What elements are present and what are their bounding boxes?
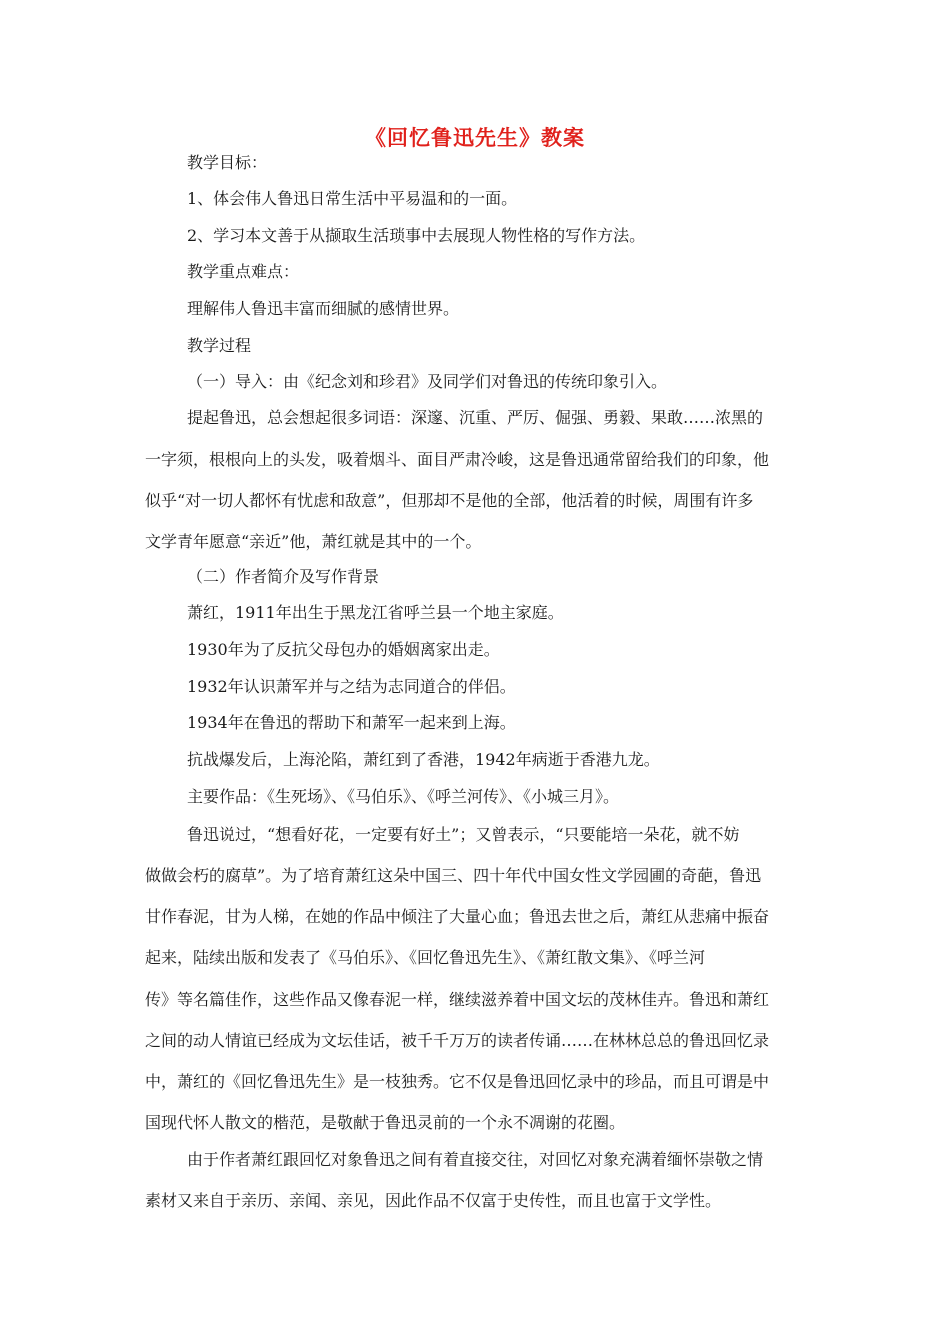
bio-line: 1930年为了反抗父母包办的婚姻离家出走。 (187, 640, 500, 659)
step-2-heading: （二）作者简介及写作背景 (187, 567, 380, 586)
paragraph-line: 鲁迅说过，“想看好花，一定要有好土”；又曾表示，“只要能培一朵花，就不妨 (187, 825, 740, 844)
key-point-text: 理解伟人鲁迅丰富而细腻的感情世界。 (187, 299, 460, 318)
paragraph-line: 一字须，根根向上的头发，吸着烟斗、面目严肃冷峻，这是鲁迅通常留给我们的印象，他 (145, 450, 770, 469)
works-line: 主要作品：《生死场》、《马伯乐》、《呼兰河传》、《小城三月》。 (187, 787, 620, 806)
paragraph-line: 之间的动人情谊已经成为文坛佳话，被千千万万的读者传诵……在林林总总的鲁迅回忆录 (145, 1031, 770, 1050)
bio-line: 1934年在鲁迅的帮助下和萧军一起来到上海。 (187, 713, 516, 732)
paragraph-line: 提起鲁迅，总会想起很多词语：深邃、沉重、严厉、倔强、勇毅、果敢……浓黑的 (187, 408, 764, 427)
paragraph-line: 国现代怀人散文的楷范，是敬献于鲁迅灵前的一个永不凋谢的花圈。 (145, 1113, 626, 1132)
paragraph-line: 起来，陆续出版和发表了《马伯乐》、《回忆鲁迅先生》、《萧红散文集》、《呼兰河 (145, 948, 706, 967)
step-1-heading: （一）导入：由《纪念刘和珍君》及同学们对鲁迅的传统印象引入。 (187, 372, 668, 391)
section-heading-key-points: 教学重点难点： (187, 262, 300, 281)
paragraph-line: 甘作春泥，甘为人梯，在她的作品中倾注了大量心血；鲁迅去世之后，萧红从悲痛中振奋 (145, 907, 770, 926)
paragraph-line: 由于作者萧红跟回忆对象鲁迅之间有着直接交往，对回忆对象充满着缅怀崇敬之情 (187, 1150, 764, 1169)
paragraph-line: 传》等名篇佳作，这些作品又像春泥一样，继续滋养着中国文坛的茂林佳卉。鲁迅和萧红 (145, 990, 770, 1009)
section-heading-objectives: 教学目标： (187, 153, 268, 172)
section-heading-process: 教学过程 (187, 336, 252, 355)
bio-line: 1932年认识萧军并与之结为志同道合的伴侣。 (187, 677, 516, 696)
bio-line: 萧红，1911年出生于黑龙江省呼兰县一个地主家庭。 (187, 603, 564, 622)
paragraph-line: 做做会朽的腐草”。为了培育萧红这朵中国三、四十年代中国女性文学园圃的奇葩，鲁迅 (145, 866, 762, 885)
paragraph-line: 中，萧红的《回忆鲁迅先生》是一枝独秀。它不仅是鲁迅回忆录中的珍品，而且可谓是中 (145, 1072, 770, 1091)
objective-2: 2、学习本文善于从撷取生活琐事中去展现人物性格的写作方法。 (187, 226, 646, 245)
paragraph-line: 似乎“对一切人都怀有忧虑和敌意”，但那却不是他的全部，他活着的时候，周围有许多 (145, 491, 754, 510)
objective-1: 1、体会伟人鲁迅日常生活中平易温和的一面。 (187, 189, 518, 208)
bio-line: 抗战爆发后，上海沦陷，萧红到了香港，1942年病逝于香港九龙。 (187, 750, 660, 769)
paragraph-line: 文学青年愿意“亲近”他，萧红就是其中的一个。 (145, 532, 482, 551)
document-title: 《回忆鲁迅先生》教案 (365, 126, 585, 150)
paragraph-line: 素材又来自于亲历、亲闻、亲见，因此作品不仅富于史传性，而且也富于文学性。 (145, 1191, 722, 1210)
